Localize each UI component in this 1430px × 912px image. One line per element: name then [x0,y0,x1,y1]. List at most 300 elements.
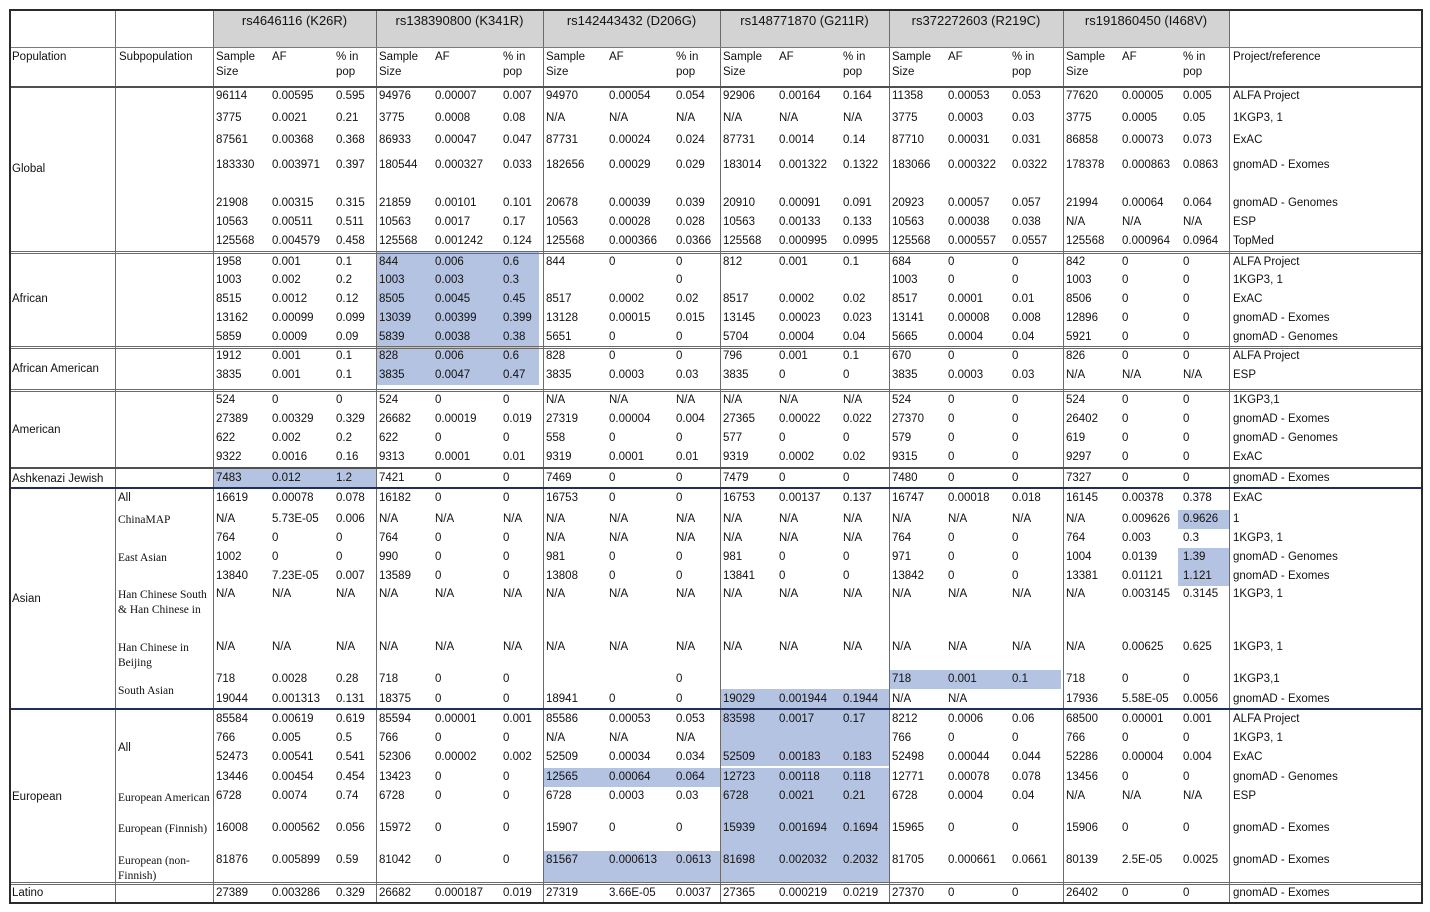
data-cell: 0.45 [503,293,526,305]
data-cell: 21859 [379,197,411,209]
data-cell: N/A [723,394,743,406]
data-cell: 10563 [379,216,411,228]
data-cell: 0.001 [948,673,977,685]
data-cell: N/A [1066,641,1086,653]
data-cell: 0.012 [272,472,301,484]
data-cell: 0.0661 [1012,854,1048,866]
data-cell: 0.133 [843,216,872,228]
data-cell: 16619 [216,492,248,504]
data-cell: 86858 [1066,134,1098,146]
data-cell: 0.0003 [609,790,645,802]
data-cell: 0 [1122,350,1129,362]
grid-line-h [11,251,1423,254]
data-cell: 812 [723,256,743,268]
data-cell: 0 [1122,413,1129,425]
data-cell: 6728 [216,790,242,802]
data-cell: 0.034 [676,751,705,763]
data-cell: 0.02 [676,293,699,305]
reference-cell: ESP [1233,216,1257,228]
data-cell: 0.01 [676,451,699,463]
data-cell: 0.6 [503,350,519,362]
data-cell: 0.00008 [948,312,990,324]
reference-cell: gnomAD - Genomes [1233,331,1338,343]
population-label: American [12,424,61,436]
data-cell: 766 [892,732,912,744]
data-cell: N/A [1012,641,1032,653]
data-cell: 0.000322 [948,159,996,171]
data-cell: N/A [892,641,912,653]
column-header-pct: % in pop [843,51,866,78]
data-cell: 5921 [1066,331,1092,343]
column-header-pct: % in pop [336,51,359,78]
data-cell: 0 [779,570,786,582]
data-cell: 0.004 [676,413,705,425]
data-cell: 0.2 [336,274,352,286]
data-cell: 0 [676,492,683,504]
data-cell: 1.2 [336,472,352,484]
data-cell: N/A [1066,790,1086,802]
data-cell: 0 [1122,451,1129,463]
data-cell: 0.099 [336,312,365,324]
data-cell: 0.05 [1183,112,1206,124]
subpopulation-label: All [118,492,131,504]
data-cell: 0.0001 [435,451,471,463]
subpopulation-label: European (Finnish) [118,823,208,835]
data-cell: 21994 [1066,197,1098,209]
data-cell: 26402 [1066,887,1098,899]
data-cell: 8517 [546,293,572,305]
data-cell: 0.00183 [779,751,821,763]
data-cell: 0.00541 [272,751,314,763]
data-cell: 183014 [723,159,762,171]
data-cell: 0.00329 [272,413,314,425]
grid-line-h [11,467,1423,469]
data-cell: 0.057 [1012,197,1041,209]
data-cell: 87710 [892,134,924,146]
data-cell: N/A [892,693,912,705]
data-cell: 0 [676,822,683,834]
data-cell: 9322 [216,451,242,463]
data-cell: 0.001 [272,369,301,381]
data-cell: 9319 [723,451,749,463]
data-cell: 0 [435,673,442,685]
data-cell: 0.6 [503,256,519,268]
data-cell: 0.000187 [435,887,483,899]
data-cell: 0 [336,532,343,544]
data-cell: 6728 [546,790,572,802]
reference-cell: gnomAD - Exomes [1233,413,1330,425]
data-cell: 0.0025 [1183,854,1219,866]
data-cell: 0.00099 [272,312,314,324]
data-cell: 0.0056 [1183,693,1219,705]
data-cell: 0.003971 [272,159,320,171]
data-cell: 0.101 [503,197,532,209]
data-cell: 0.368 [336,134,365,146]
data-cell: 125568 [723,235,762,247]
reference-cell: ALFA Project [1233,713,1300,725]
data-cell: 0.028 [676,216,705,228]
data-cell: N/A [546,532,566,544]
data-cell: 524 [216,394,236,406]
reference-cell: 1KGP3, 1 [1233,732,1283,744]
reference-cell: gnomAD - Exomes [1233,887,1330,899]
data-cell: 0 [676,331,683,343]
data-cell: 0.17 [503,216,526,228]
data-cell: 0.0995 [843,235,879,247]
reference-cell: gnomAD - Exomes [1233,159,1330,171]
data-cell: 0.1694 [843,822,879,834]
data-cell: 5859 [216,331,242,343]
data-cell: 0.078 [1012,771,1041,783]
data-cell: 125568 [216,235,255,247]
data-cell: 1.121 [1183,570,1212,582]
data-cell: 0 [1183,274,1190,286]
data-cell: 0.1322 [843,159,879,171]
data-cell: 990 [379,551,399,563]
data-cell: 0.018 [1012,492,1041,504]
data-cell: 15939 [723,822,755,834]
data-cell: 0.0004 [779,331,815,343]
data-cell: 0.038 [1012,216,1041,228]
data-cell: N/A [676,532,696,544]
data-cell: 0 [676,472,683,484]
data-cell: 577 [723,432,743,444]
data-cell: 0.511 [336,216,364,228]
data-cell: 0.0021 [272,112,308,124]
data-cell: 0 [676,274,683,286]
data-cell: N/A [546,112,566,124]
data-cell: 0.0037 [676,887,712,899]
data-cell: 622 [216,432,236,444]
data-cell: 0.541 [336,751,365,763]
data-cell: 0 [1122,771,1129,783]
data-cell: N/A [779,641,799,653]
data-cell: 16753 [546,492,578,504]
data-cell: 1003 [892,274,918,286]
data-cell: 0.0005 [1122,112,1158,124]
data-cell: 0.0002 [609,293,645,305]
data-cell: 27370 [892,887,924,899]
data-cell: 0.00001 [1122,713,1164,725]
data-cell: 0.054 [676,90,705,102]
reference-cell: 1KGP3, 1 [1233,112,1283,124]
column-header-subpopulation: Subpopulation [119,51,193,63]
data-cell: 0.00047 [435,134,477,146]
data-cell: 0.01121 [1122,570,1163,582]
data-cell: 0 [1183,822,1190,834]
data-cell: 0.12 [336,293,359,305]
data-cell: 579 [892,432,912,444]
data-cell: 0.00091 [779,197,821,209]
data-cell: 0.315 [336,197,365,209]
data-cell: 0 [503,432,510,444]
data-cell: 5665 [892,331,918,343]
data-cell: 13381 [1066,570,1098,582]
data-cell: 13808 [546,570,578,582]
data-cell: 0.007 [503,90,532,102]
data-cell: 0.001 [272,350,301,362]
data-cell: 0 [1183,673,1190,685]
data-cell: N/A [435,641,455,653]
data-cell: 26682 [379,413,411,425]
data-cell: 0 [1183,293,1190,305]
grid-line-h [11,389,1423,392]
data-cell: 0 [1183,732,1190,744]
data-cell: 13842 [892,570,924,582]
data-cell: 0.003 [435,274,464,286]
snp-header: rs148771870 (G211R) [740,13,869,28]
data-cell: N/A [379,588,399,600]
data-cell: 3775 [216,112,242,124]
data-cell: 0.00619 [272,713,314,725]
data-cell: 5.73E-05 [272,513,319,525]
data-cell: 0 [503,771,510,783]
data-cell: 0.47 [503,369,526,381]
reference-cell: gnomAD - Genomes [1233,551,1338,563]
data-cell: 0.03 [1012,112,1035,124]
data-cell: 0.397 [336,159,365,171]
data-cell: 0 [676,673,683,685]
data-cell: 3835 [216,369,242,381]
data-cell: 0 [272,532,279,544]
data-cell: 0.1 [336,369,352,381]
data-cell: 0.019 [503,413,532,425]
column-header-pct: % in pop [503,51,526,78]
data-cell: 0.06 [1012,713,1035,725]
data-cell: 0 [843,570,850,582]
population-label: Global [12,163,46,175]
data-cell: N/A [609,532,629,544]
data-cell: 0.0001 [609,451,645,463]
data-cell: 16008 [216,822,248,834]
grid-line-h [11,47,1423,48]
column-header-af: AF [609,51,624,63]
data-cell: 12896 [1066,312,1098,324]
data-cell: 0 [1183,256,1190,268]
data-cell: 0 [1012,394,1019,406]
data-cell: N/A [723,588,743,600]
grid-line-v [543,11,544,904]
data-cell: 0.047 [503,134,532,146]
data-cell: 0.039 [676,197,705,209]
data-cell: 0.1 [843,350,859,362]
column-header-sample-size: Sample Size [892,51,931,78]
data-cell: N/A [272,641,292,653]
data-cell: 18375 [379,693,411,705]
data-cell: 15972 [379,822,411,834]
data-cell: 0.0002 [779,293,815,305]
data-cell: 0.137 [843,492,872,504]
reference-cell: ExAC [1233,293,1263,305]
data-cell: 9297 [1066,451,1092,463]
column-header-af: AF [272,51,287,63]
data-cell: 6728 [892,790,918,802]
data-cell: 0.006 [336,513,365,525]
population-label: European [12,791,62,803]
data-cell: 0 [435,771,442,783]
data-cell: 27370 [892,413,924,425]
data-cell: 0.2 [336,432,352,444]
data-cell: 3835 [892,369,918,381]
data-cell: 0.022 [843,413,872,425]
data-cell: 0.17 [843,713,866,725]
data-cell: 0 [1122,822,1129,834]
data-cell: 0 [503,822,510,834]
data-cell: 16145 [1066,492,1098,504]
subpopulation-label: ChinaMAP [118,514,171,526]
data-cell: 766 [1066,732,1086,744]
data-cell: 0.000995 [779,235,827,247]
snp-header: rs372272603 (R219C) [911,13,1041,28]
data-cell: 13589 [379,570,411,582]
data-cell: 0.458 [336,235,365,247]
data-cell: 20678 [546,197,578,209]
data-cell: 622 [379,432,399,444]
data-cell: N/A [1066,216,1086,228]
data-cell: N/A [1066,588,1086,600]
data-cell: 0.00078 [948,771,990,783]
grid-line-h [11,708,1423,710]
data-cell: N/A [546,394,566,406]
column-header-af: AF [435,51,450,63]
data-cell: 0 [435,854,442,866]
data-cell: N/A [379,513,399,525]
data-cell: 0 [1012,551,1019,563]
data-cell: 0.3 [1183,532,1199,544]
data-cell: 0.002 [272,432,301,444]
reference-cell: ExAC [1233,492,1263,504]
data-cell: 52498 [892,751,924,763]
data-cell: 0.004579 [272,235,320,247]
data-cell: 3835 [379,369,405,381]
data-cell: 52509 [723,751,755,763]
grid-line-v [376,11,377,904]
data-cell: 0.001242 [435,235,483,247]
data-cell: 180544 [379,159,418,171]
data-cell: 0 [609,432,616,444]
data-cell: 0 [779,369,786,381]
data-cell: 0.0001 [948,293,984,305]
data-cell: 0 [609,331,616,343]
reference-cell: 1 [1233,513,1240,525]
data-cell: 0.000661 [948,854,996,866]
data-cell: 0 [1012,887,1019,899]
data-cell: 0 [435,570,442,582]
grid-line-v [720,11,721,904]
column-header-af: AF [1122,51,1137,63]
data-cell: N/A [503,588,523,600]
data-cell: 3775 [1066,112,1092,124]
data-cell: 0.0003 [948,369,984,381]
data-cell: 766 [379,732,399,744]
data-cell: N/A [336,588,356,600]
data-cell: 0 [1183,350,1190,362]
data-cell: N/A [676,112,696,124]
data-cell: 0.0139 [1122,551,1158,563]
data-cell: 0.0045 [435,293,471,305]
data-cell: 0.00001 [435,713,477,725]
data-cell: 826 [1066,350,1086,362]
data-cell: 0 [609,472,616,484]
data-cell: 0 [948,472,955,484]
data-cell: 0.005 [272,732,301,744]
data-cell: 0 [272,551,279,563]
data-cell: 0.006 [435,350,464,362]
data-cell: 1004 [1066,551,1092,563]
reference-cell: 1KGP3, 1 [1233,588,1283,600]
data-cell: 0.118 [843,771,871,783]
data-cell: 0.073 [1183,134,1212,146]
data-cell: 0.00029 [609,159,651,171]
data-cell: 718 [892,673,912,685]
data-cell: 981 [723,551,743,563]
grid-line-v [115,11,116,904]
data-cell: 12771 [892,771,924,783]
data-cell: 0.28 [336,673,359,685]
data-cell: 0 [503,570,510,582]
data-cell: 13841 [723,570,755,582]
data-cell: 7483 [216,472,242,484]
data-cell: 0.0003 [948,112,984,124]
data-cell: 13039 [379,312,411,324]
data-cell: N/A [1183,790,1203,802]
data-cell: 0.001 [779,350,808,362]
data-cell: 0.1944 [843,693,879,705]
data-cell: 524 [379,394,399,406]
reference-cell: gnomAD - Exomes [1233,312,1330,324]
data-cell: 1.39 [1183,551,1206,563]
data-cell: 7.23E-05 [272,570,319,582]
data-cell: 844 [379,256,399,268]
data-cell: 0 [336,551,343,563]
data-cell: 0.00057 [948,197,990,209]
data-cell: 0.00137 [779,492,821,504]
data-cell: 0.183 [843,751,872,763]
data-cell: 0.091 [843,197,872,209]
data-cell: 0.078 [336,492,365,504]
data-cell: 764 [216,532,236,544]
data-cell: 3835 [546,369,572,381]
data-cell: 0.064 [1183,197,1212,209]
snp-header: rs191860450 (I468V) [1084,13,1208,28]
data-cell: 0.00053 [609,713,651,725]
data-cell: 0 [503,394,510,406]
data-cell: N/A [779,588,799,600]
data-cell: 0 [503,551,510,563]
data-cell: 68500 [1066,713,1098,725]
data-cell: 0.000964 [1122,235,1170,247]
data-cell: 0 [1183,451,1190,463]
data-cell: 971 [892,551,912,563]
data-cell: 0 [503,854,510,866]
data-cell: 0.00078 [272,492,314,504]
data-cell: 0.00039 [609,197,651,209]
data-cell: 0.001694 [779,822,827,834]
reference-cell: ExAC [1233,451,1263,463]
data-cell: 0 [948,532,955,544]
data-cell: N/A [723,532,743,544]
data-cell: 13423 [379,771,411,783]
data-cell: 0 [435,790,442,802]
data-cell: 0.00054 [609,90,651,102]
data-cell: 0 [948,451,955,463]
data-cell: 81705 [892,854,924,866]
reference-cell: ExAC [1233,134,1263,146]
data-cell: 0.0028 [272,673,308,685]
column-header-af: AF [779,51,794,63]
data-cell: 0 [948,256,955,268]
data-cell: 8506 [1066,293,1092,305]
